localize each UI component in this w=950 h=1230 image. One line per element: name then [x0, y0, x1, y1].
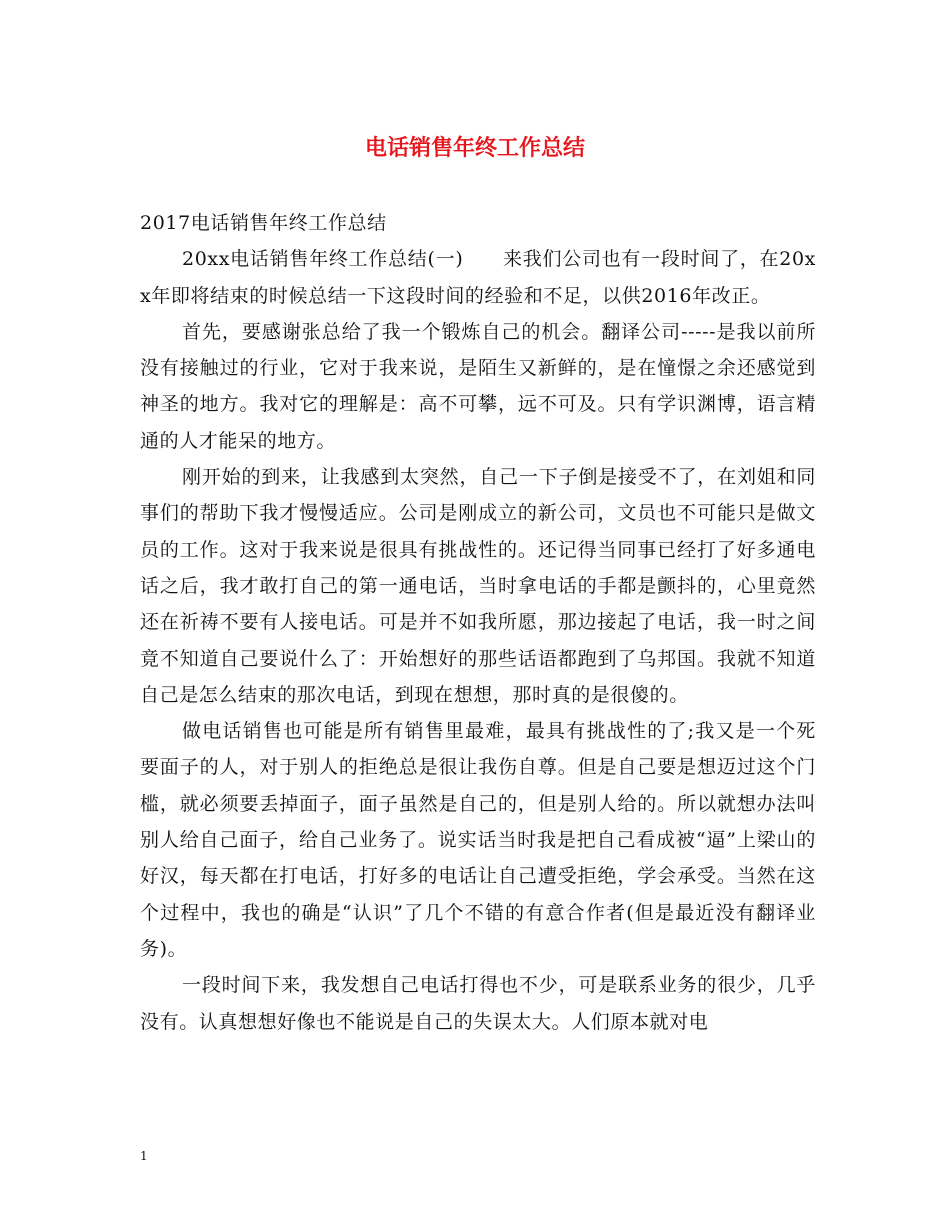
paragraph-subtitle: 2017电话销售年终工作总结: [140, 212, 387, 234]
paragraph: 做电话销售也可能是所有销售里最难，最具有挑战性的了;我又是一个死要面子的人，对于别人的拒绝总是很让我伤自尊。但是自己要是想迈过这个门槛，就必须要丢掉面子，面子虽然是自己的，但是别人给的。所以就想办法叫别人给自己面子，给自己业务了。说实话当时我是把自己看成被“逼”上梁山的好汉，每天都在打电话，打好多的电话让自己遭受拒绝，学会承受。当然在这个过程中，我也的确是“认识”了几个不错的有意合作者(但是最近没有翻译业务)。: [140, 720, 816, 960]
paragraph: 首先，要感谢张总给了我一个锻炼自己的机会。翻译公司-----是我以前所没有接触过的行业，它对于我来说，是陌生又新鲜的，是在憧憬之余还感觉到神圣的地方。我对它的理解是：高不可攀，远不可及。只有学识渊博，语言精通的人才能呆的地方。: [140, 320, 816, 452]
paragraph: 刚开始的到来，让我感到太突然，自己一下子倒是接受不了，在刘姐和同事们的帮助下我才慢慢适应。公司是刚成立的新公司，文员也不可能只是做文员的工作。这对于我来说是很具有挑战性的。还记得当同事已经打了好多通电话之后，我才敢打自己的第一通电话，当时拿电话的手都是颤抖的，心里竟然还在祈祷不要有人接电话。可是并不如我所愿，那边接起了电话，我一时之间竟不知道自己要说什么了：开始想好的那些话语都跑到了乌邦国。我就不知道自己是怎么结束的那次电话，到现在想想，那时真的是很傻的。: [140, 466, 816, 706]
document-body: [140, 205, 816, 1040]
page-number: 1: [140, 1149, 148, 1163]
paragraph: 一段时间下来，我发想自己电话打得也不少，可是联系业务的很少，几乎没有。认真想想好像也不能说是自己的失误太大。人们原本就对电: [140, 974, 816, 1033]
document-title: 电话销售年终工作总结: [364, 135, 585, 161]
paragraph: 20xx电话销售年终工作总结(一) 来我们公司也有一段时间了，在20xx年即将结束的时候总结一下这段时间的经验和不足，以供2016年改正。: [140, 248, 816, 307]
